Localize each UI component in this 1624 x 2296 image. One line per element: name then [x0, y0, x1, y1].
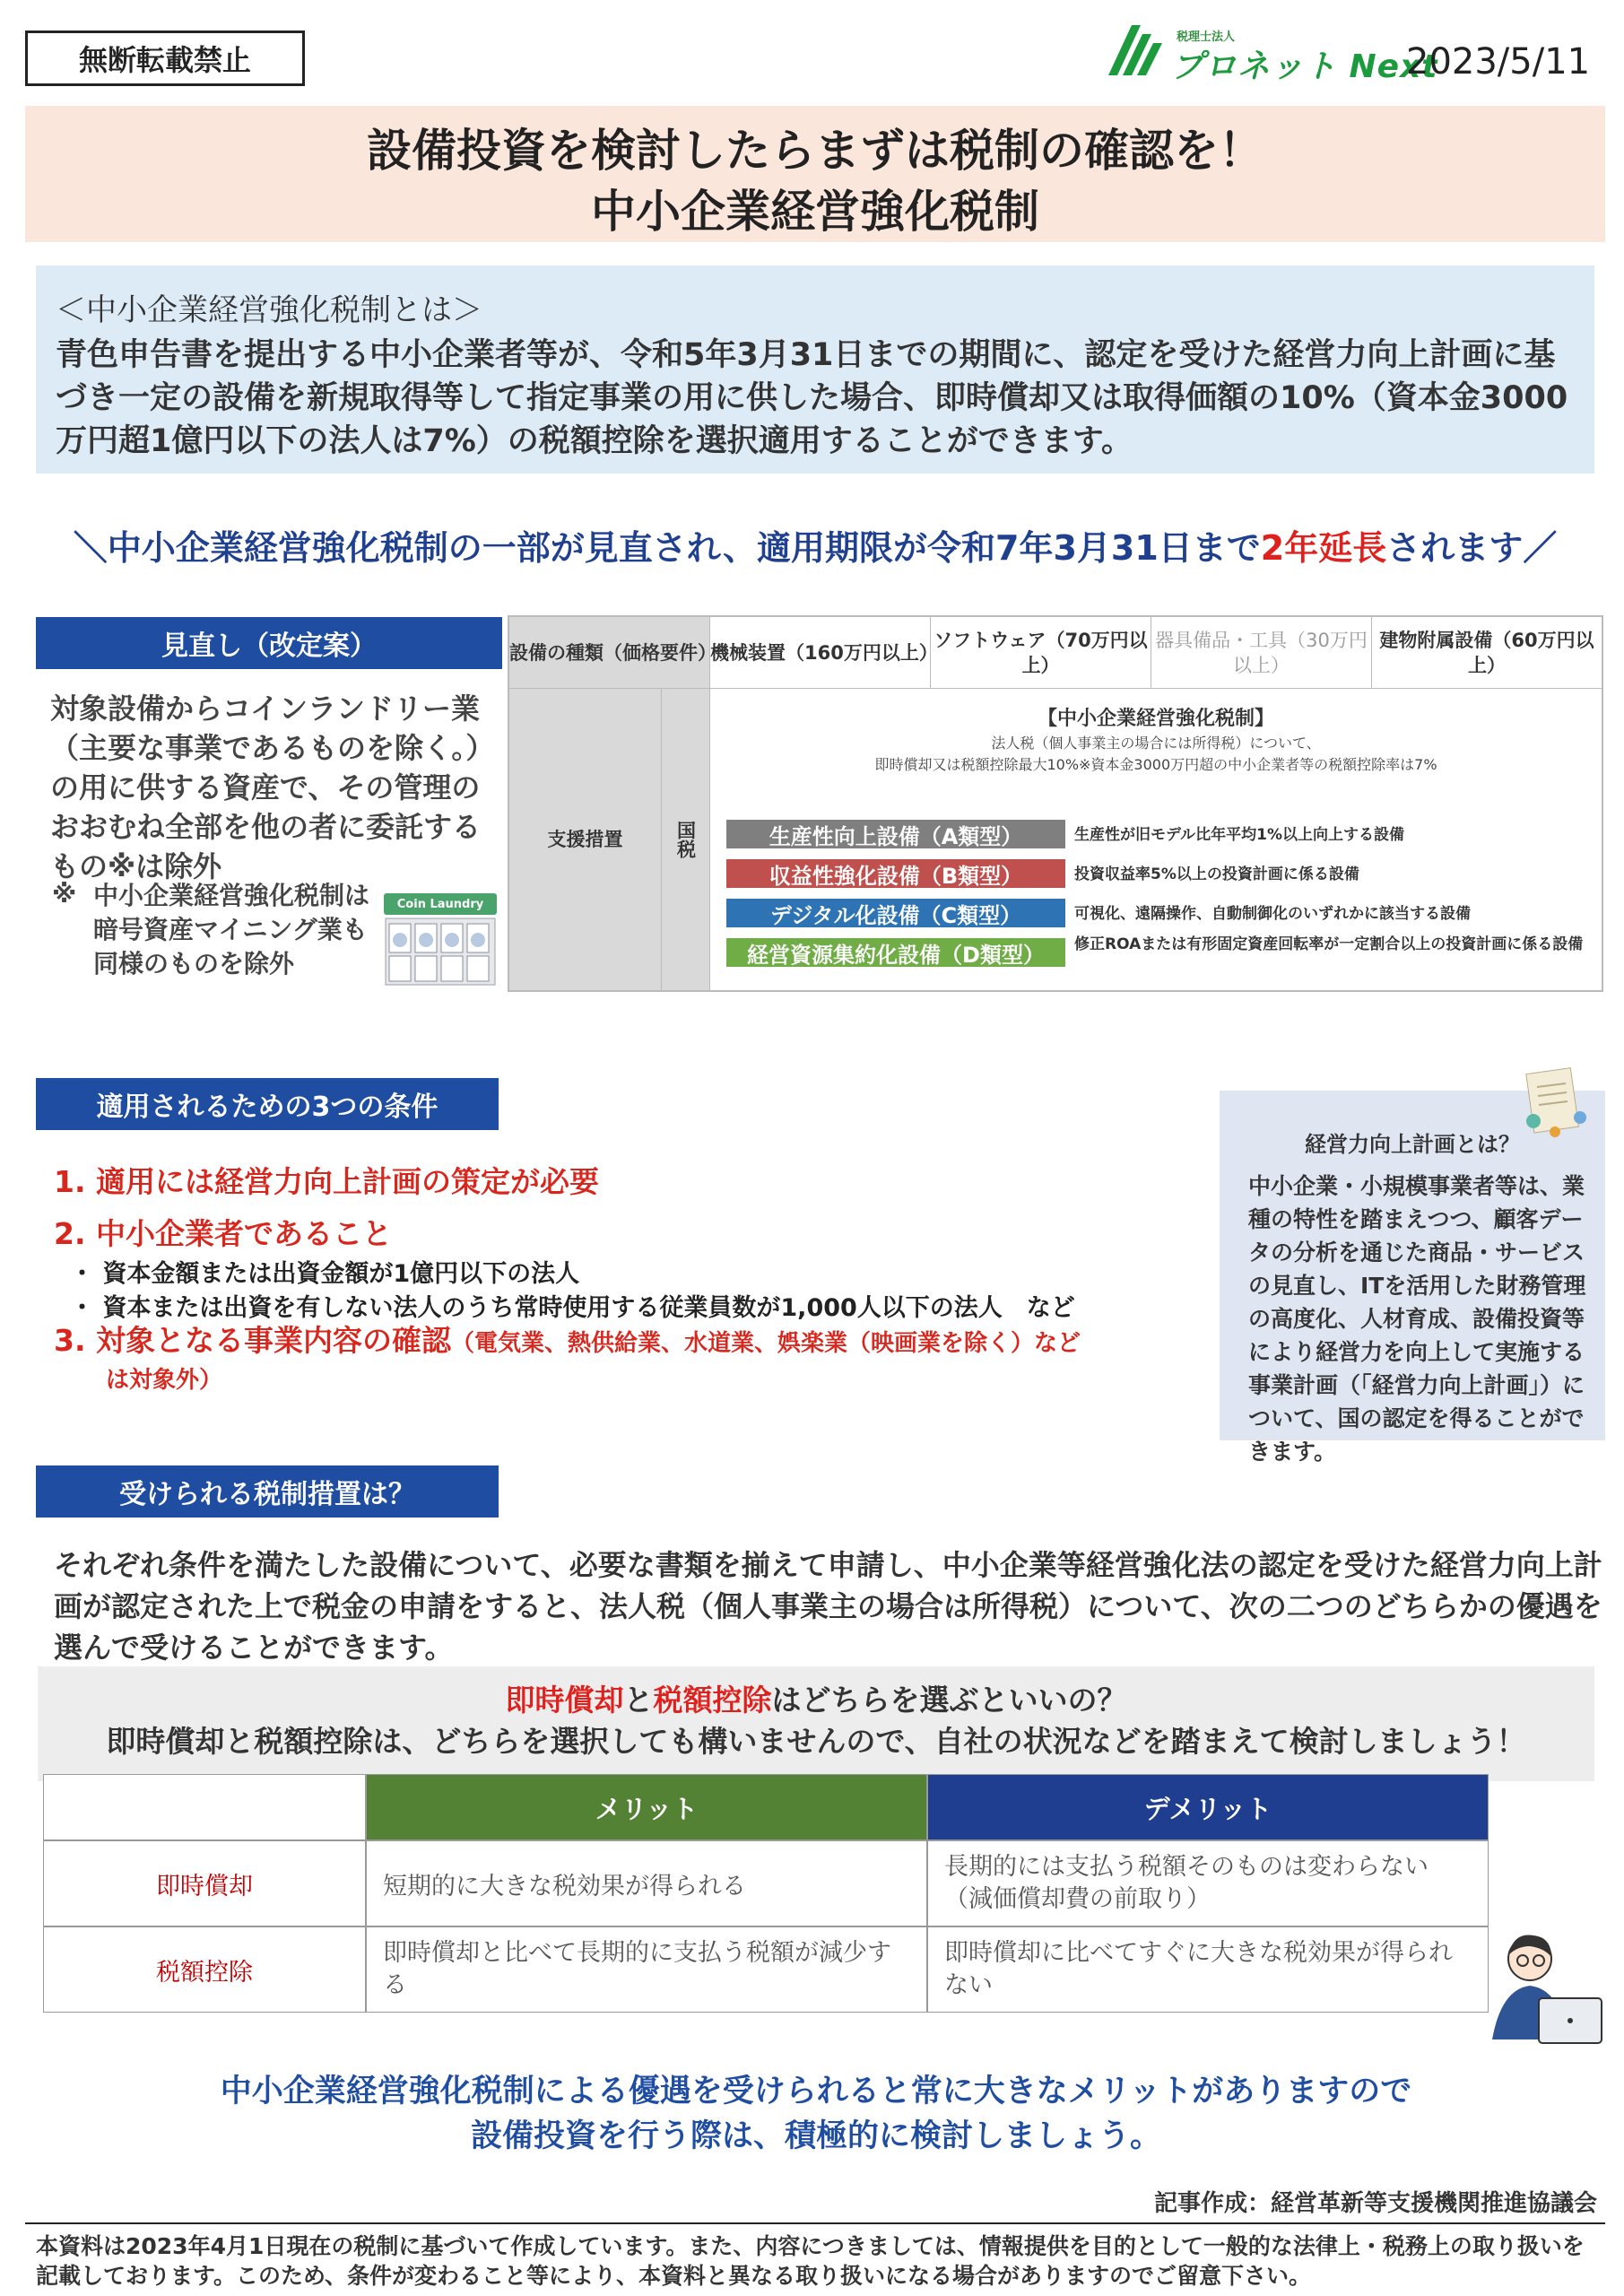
condition-2: 2. 中小企業者であること — [54, 1216, 392, 1251]
condition-3 — [54, 1324, 1148, 1397]
question-mid: と — [623, 1683, 654, 1718]
condition-2-bullet-2: ・ 資本または出資を有しない法人のうち常時使用する従業員数が1,000人以下の法人 など — [70, 1294, 1075, 1322]
company-logo-icon — [1105, 20, 1164, 77]
type-c-bar: デジタル化設備（C類型） — [726, 899, 1065, 927]
banner-post: されます／ — [1386, 528, 1558, 568]
support-table — [508, 615, 1603, 992]
comparison-table — [43, 1774, 1489, 2014]
condition-3-title: 3. 対象となる事業内容の確認 — [54, 1323, 451, 1358]
article-author: 記事作成：経営革新等支援機関推進協議会 — [1153, 2190, 1597, 2217]
condition-1: 1. 適用には経営力向上計画の策定が必要 — [54, 1164, 599, 1199]
type-a-bar: 生産性向上設備（A類型） — [726, 820, 1065, 848]
logo-name: プロネット Next — [1171, 48, 1438, 85]
footer-divider — [25, 2222, 1605, 2224]
header-machinery: 機械装置（160万円以上） — [710, 617, 931, 689]
cmp-row2-demerit: 即時償却に比べてすぐに大きな税効果が得られない — [927, 1926, 1489, 2013]
header-equipment-type: 設備の種類（価格要件） — [509, 617, 710, 689]
cmp-demerit-header: デメリット — [927, 1774, 1489, 1840]
revision-note: 中小企業経営強化税制は暗号資産マイニング業も同様のものを除外 — [93, 881, 370, 978]
publication-date: 2023/5/11 — [1406, 41, 1591, 83]
plan-info-body: 中小企業・小規模事業者等は、業種の特性を踏まえつつ、顧客データの分析を通じた商品・サービスの見直し、ITを活用した財務管理の高度化、人材育成、設備投資等により経営力を向上して実施する事業計画（「経営力向上計画」）について、国の認定を得ることができます。 — [1248, 1173, 1586, 1465]
question-post: はどちらを選ぶといいの？ — [771, 1683, 1127, 1718]
closing-line-2: 設備投資を行う際は、積極的に検討しましょう。 — [470, 2118, 1161, 2154]
box-title: 【中小企業経営強化税制】 — [1037, 707, 1274, 730]
logo-tagline: 税理士法人 — [1177, 30, 1236, 44]
type-b-desc: 投資収益率5%以上の投資計画に係る設備 — [1074, 865, 1359, 883]
header-software: ソフトウェア（70万円以上） — [931, 617, 1151, 689]
coin-laundry-sign: Coin Laundry — [384, 893, 497, 915]
person-laptop-illustration — [1474, 1923, 1609, 2057]
overview-body: 青色申告書を提出する中小企業者等が、令和5年3月31日までの期間に、認定を受けた経営力向上計画に基づき一定の設備を新規取得等して指定事業の用に供した場合、即時償却又は取得価額の10%（資本金3000万円超1億円以下の法人は7%）の税額控除を選択適用することができます。 — [56, 337, 1568, 459]
box-sub2: 即時償却又は税額控除最大10%※資本金3000万円超の中小企業者等の税額控除率は7% — [874, 755, 1437, 773]
condition-3-sub: （電気業、熱供給業、水道業、娯楽業（映画業を除く）など — [451, 1330, 1081, 1357]
question-answer: 即時償却と税額控除は、どちらを選択しても構いませんので、自社の状況などを踏まえて検討しましょう！ — [106, 1724, 1526, 1759]
cmp-row1-demerit: 長期的には支払う税額そのものは変わらない（減価償却費の前取り） — [927, 1840, 1489, 1926]
no-reproduction-badge: 無断転載禁止 — [25, 30, 305, 86]
row-label-support: 支援措置 — [509, 689, 662, 990]
cmp-row1-merit: 短期的に大きな税効果が得られる — [366, 1840, 927, 1926]
banner-highlight: 2年延長 — [1260, 528, 1387, 568]
type-c-desc: 可視化、遠隔操作、自動制御化のいずれかに該当する設備 — [1074, 905, 1471, 923]
conditions-label: 適用されるための3つの条件 — [36, 1078, 499, 1130]
page-subtitle: 中小企業経営強化税制 — [591, 186, 1039, 238]
type-a-desc: 生産性が旧モデル比年平均1%以上向上する設備 — [1074, 826, 1405, 844]
revision-note-mark: ※ — [52, 879, 77, 909]
cmp-corner — [43, 1774, 366, 1840]
coin-laundry-illustration — [384, 893, 497, 987]
plan-info-title: 経営力向上計画とは？ — [1305, 1132, 1520, 1157]
question-line — [38, 1677, 1594, 1719]
page-title: 設備投資を検討したらまずは税制の確認を！ — [367, 125, 1264, 177]
measures-label: 受けられる税制措置は？ — [36, 1465, 499, 1518]
extension-banner — [36, 520, 1594, 570]
banner-pre: ＼中小企業経営強化税制の一部が見直され、適用期限が令和7年3月31日まで — [73, 528, 1261, 568]
revision-label: 見直し（改定案） — [36, 617, 502, 669]
type-d-desc: 修正ROAまたは有形固定資産回転率が一定割合以上の投資計画に係る設備 — [1074, 935, 1584, 953]
condition-3-sub2: は対象外） — [106, 1367, 223, 1394]
cmp-row1-name: 即時償却 — [43, 1840, 366, 1926]
header-tools: 器具備品・工具（30万円以上） — [1151, 617, 1372, 689]
box-sub1: 法人税（個人事業主の場合には所得税）について、 — [991, 734, 1321, 752]
question-red-1: 即時償却 — [505, 1683, 624, 1718]
header-building-equipment: 建物附属設備（60万円以上） — [1372, 617, 1602, 689]
condition-2-bullet-1: ・ 資本金額または出資金額が1億円以下の法人 — [70, 1260, 580, 1288]
washing-machines-icon — [384, 917, 497, 987]
row-label-national-tax: 国税 — [662, 689, 710, 990]
cmp-merit-header: メリット — [366, 1774, 927, 1840]
footer-disclaimer: 本資料は2023年4月1日現在の税制に基づいて作成しています。また、内容につきましては、情報提供を目的として一般的な法律上・税務上の取り扱いを記載しております。このため、条件が変わること等により、本資料と異なる取り扱いになる場合がありますのでご留意下さい。 — [36, 2233, 1585, 2289]
cmp-row2-merit: 即時償却と比べて長期的に支払う税額が減少する — [366, 1926, 927, 2013]
revision-text: 対象設備からコインランドリー業（主要な事業であるものを除く。）の用に供する資産で、その管理のおおむね全部を他の者に委託するもの※は除外 — [50, 691, 495, 883]
type-d-bar: 経営資源集約化設備（D類型） — [726, 938, 1065, 967]
closing-line-1: 中小企業経営強化税制による優遇を受けられると常に大きなメリットがありますので — [220, 2074, 1412, 2109]
cmp-row2-name: 税額控除 — [43, 1926, 366, 2013]
overview-heading: ＜中小企業経営強化税制とは＞ — [56, 292, 482, 328]
measures-text: それぞれ条件を満たした設備について、必要な書類を揃えて申請し、中小企業等経営強化法の認定を受けた経営力向上計画が認定された上で税金の申請をすると、法人税（個人事業主の場合は所得税）について、次の二つのどちらかの優遇を選んで受けることができます。 — [54, 1548, 1602, 1665]
type-b-bar: 収益性強化設備（B類型） — [726, 859, 1065, 888]
question-red-2: 税額控除 — [653, 1683, 772, 1718]
